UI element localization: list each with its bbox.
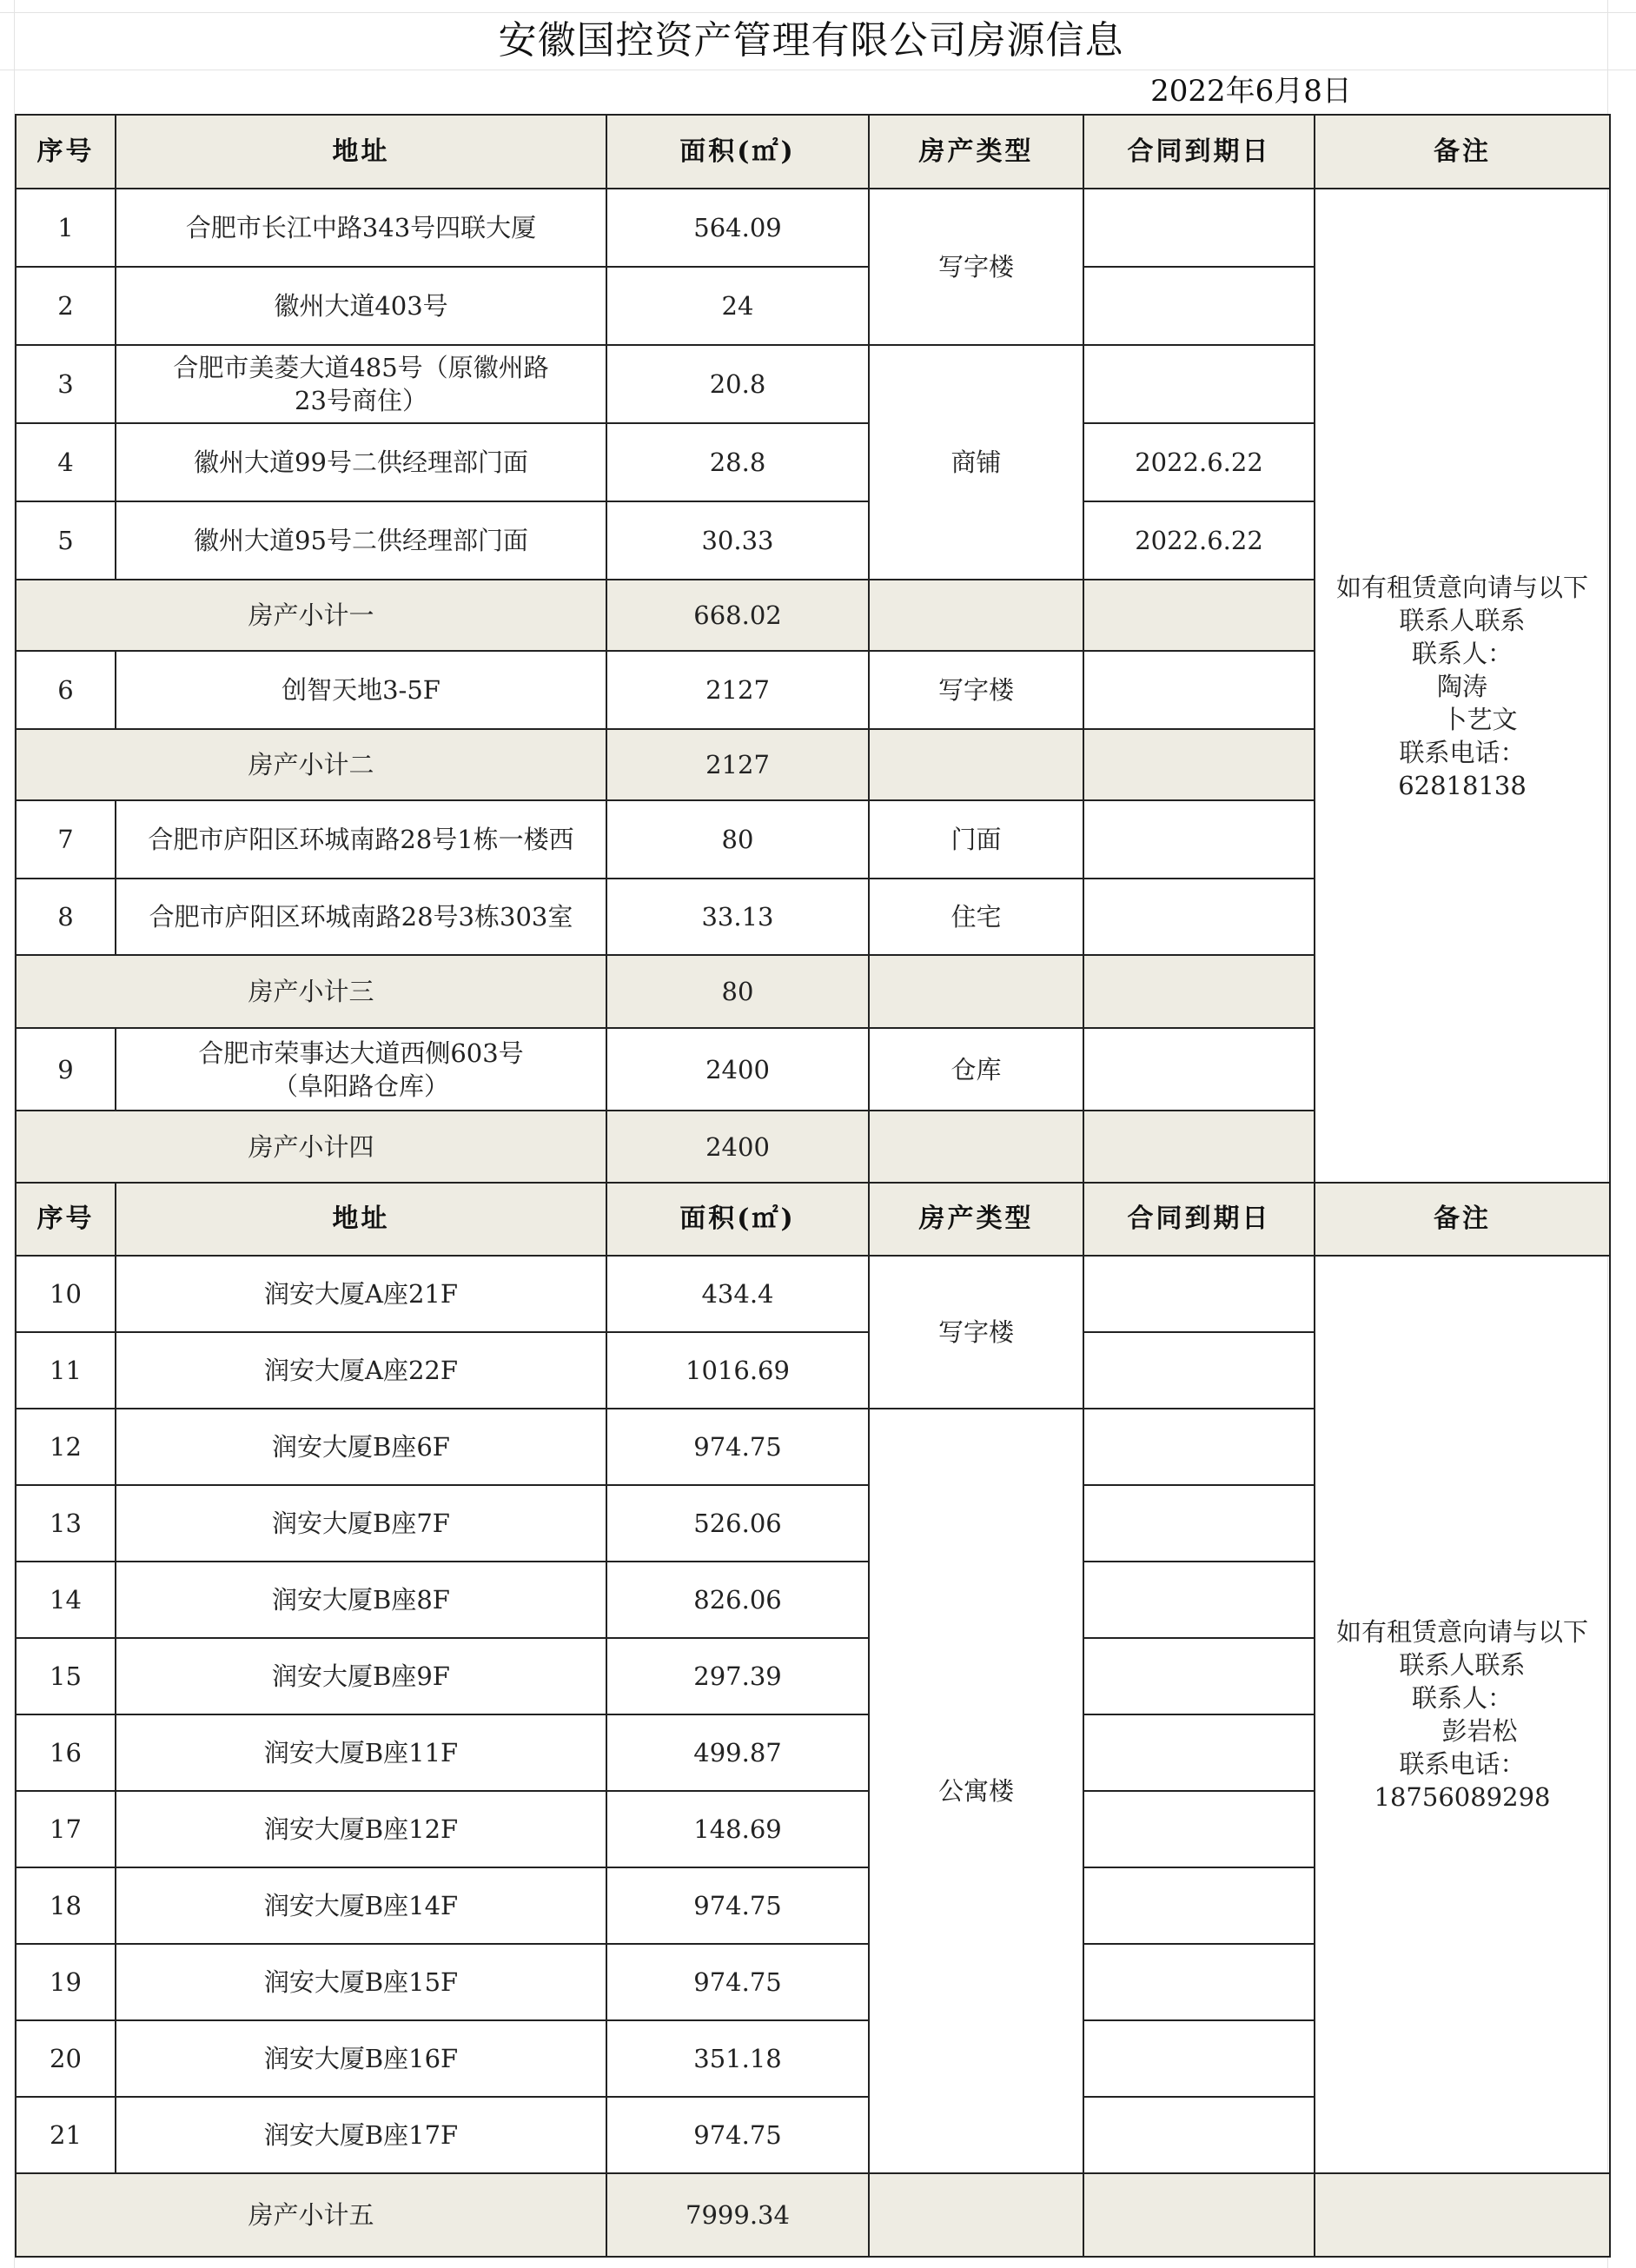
row-area: 28.8: [606, 423, 869, 501]
row-address: 润安大厦B座16F: [116, 2020, 606, 2097]
row-area: 974.75: [606, 1409, 869, 1485]
contact-note: [1315, 189, 1610, 1184]
header-note: 备注: [1315, 115, 1610, 189]
row-address: 创智天地3-5F: [116, 651, 606, 729]
row-no: 3: [16, 345, 116, 423]
row-no: 2: [16, 267, 116, 345]
header-expiry: 合同到期日: [1083, 115, 1315, 189]
row-expiry: [1083, 1638, 1315, 1714]
subtotal-label: 房产小计一: [16, 580, 606, 651]
address-line: 23号商住）: [295, 386, 427, 415]
note-line: 联系人联系: [1399, 605, 1526, 635]
contact-name: 卜艺文: [1441, 704, 1518, 734]
row-address: 润安大厦B座7F: [116, 1485, 606, 1562]
note-line: 如有租赁意向请与以下: [1335, 1617, 1588, 1647]
row-address: 润安大厦B座9F: [116, 1638, 606, 1714]
row-address: 润安大厦B座12F: [116, 1791, 606, 1867]
row-address: 合肥市庐阳区环城南路28号3栋303室: [116, 879, 606, 955]
address-line: （阜阳路仓库）: [272, 1071, 449, 1101]
row-no: 8: [16, 879, 116, 955]
row-no: 6: [16, 651, 116, 729]
row-area: 974.75: [606, 1867, 869, 1944]
row-no: 13: [16, 1485, 116, 1562]
row-address: 润安大厦B座17F: [116, 2097, 606, 2173]
row-no: 18: [16, 1867, 116, 1944]
subtotal-empty: [869, 1111, 1083, 1184]
table-header-row: [16, 115, 1610, 189]
row-no: 20: [16, 2020, 116, 2097]
row-no: 19: [16, 1944, 116, 2020]
subtotal-empty: [1315, 2173, 1610, 2257]
subtotal-value: 2400: [606, 1111, 869, 1184]
row-expiry: [1083, 879, 1315, 955]
row-area: 351.18: [606, 2020, 869, 2097]
row-address: 润安大厦B座11F: [116, 1714, 606, 1791]
row-address: 合肥市长江中路343号四联大厦: [116, 189, 606, 267]
row-address: 合肥市庐阳区环城南路28号1栋一楼西: [116, 800, 606, 879]
row-area: 526.06: [606, 1485, 869, 1562]
header-area: 面积(㎡): [606, 115, 869, 189]
subtotal-label: 房产小计二: [16, 729, 606, 800]
row-address: 徽州大道95号二供经理部门面: [116, 501, 606, 580]
subtotal-value: 80: [606, 955, 869, 1028]
row-address: [116, 1028, 606, 1111]
row-area: 20.8: [606, 345, 869, 423]
note-line: 联系电话：: [1399, 737, 1526, 767]
address-line: 合肥市荣事达大道西侧603号: [198, 1038, 524, 1068]
subtotal-empty: [1083, 729, 1315, 800]
subtotal-value: 7999.34: [606, 2173, 869, 2257]
row-no: 14: [16, 1562, 116, 1638]
row-area: 2127: [606, 651, 869, 729]
row-expiry: 2022.6.22: [1083, 423, 1315, 501]
row-address: 润安大厦A座21F: [116, 1256, 606, 1332]
contact-phone: 62818138: [1398, 770, 1527, 800]
row-address: 润安大厦B座6F: [116, 1409, 606, 1485]
row-address: [116, 345, 606, 423]
row-area: 33.13: [606, 879, 869, 955]
note-line: 联系人：: [1411, 1683, 1513, 1713]
row-expiry: [1083, 345, 1315, 423]
row-area: 2400: [606, 1028, 869, 1111]
report-date: 2022年6月8日: [1150, 74, 1352, 109]
subtotal-empty: [869, 729, 1083, 800]
subtotal-label: 房产小计五: [16, 2173, 606, 2257]
row-no: 9: [16, 1028, 116, 1111]
row-area: 564.09: [606, 189, 869, 267]
subtotal-empty: [1083, 1111, 1315, 1184]
header-no: 序号: [16, 115, 116, 189]
subtotal-empty: [1083, 955, 1315, 1028]
subtotal-empty: [869, 955, 1083, 1028]
row-no: 1: [16, 189, 116, 267]
row-expiry: [1083, 1867, 1315, 1944]
row-no: 16: [16, 1714, 116, 1791]
subtotal-empty: [869, 2173, 1083, 2257]
contact-note: [1315, 1256, 1610, 2173]
row-address: 徽州大道99号二供经理部门面: [116, 423, 606, 501]
row-area: 499.87: [606, 1714, 869, 1791]
row-expiry: [1083, 1409, 1315, 1485]
note-line: 如有租赁意向请与以下: [1335, 572, 1588, 602]
row-address: 润安大厦B座15F: [116, 1944, 606, 2020]
row-expiry: [1083, 1028, 1315, 1111]
subtotal-label: 房产小计四: [16, 1111, 606, 1184]
row-no: 21: [16, 2097, 116, 2173]
type-cell: 写字楼: [869, 189, 1083, 345]
contact-name: 彭岩松: [1441, 1716, 1518, 1746]
row-expiry: [1083, 1562, 1315, 1638]
table-row: [16, 1256, 1610, 1332]
subtotal-empty: [869, 580, 1083, 651]
subtotal-value: 668.02: [606, 580, 869, 651]
table-header-row: [16, 1183, 1610, 1256]
row-expiry: [1083, 1714, 1315, 1791]
contact-name: 陶涛: [1436, 671, 1487, 701]
row-area: 434.4: [606, 1256, 869, 1332]
row-address: 徽州大道403号: [116, 267, 606, 345]
row-expiry: [1083, 1791, 1315, 1867]
row-area: 826.06: [606, 1562, 869, 1638]
type-cell: 写字楼: [869, 651, 1083, 729]
subtotal-empty: [1083, 2173, 1315, 2257]
row-area: 974.75: [606, 1944, 869, 2020]
note-line: 联系人：: [1411, 638, 1513, 668]
row-no: 15: [16, 1638, 116, 1714]
header-no: 序号: [16, 1183, 116, 1256]
row-expiry: [1083, 1944, 1315, 2020]
type-cell: 写字楼: [869, 1256, 1083, 1409]
type-cell: 公寓楼: [869, 1409, 1083, 2173]
note-line: 联系电话：: [1399, 1749, 1526, 1779]
row-address: 润安大厦B座14F: [116, 1867, 606, 1944]
row-expiry: [1083, 267, 1315, 345]
row-expiry: [1083, 1256, 1315, 1332]
row-no: 17: [16, 1791, 116, 1867]
type-cell: 门面: [869, 800, 1083, 879]
address-line: 合肥市美菱大道485号（原徽州路: [173, 353, 549, 382]
row-expiry: [1083, 651, 1315, 729]
row-no: 12: [16, 1409, 116, 1485]
row-no: 11: [16, 1332, 116, 1409]
row-area: 974.75: [606, 2097, 869, 2173]
row-expiry: [1083, 189, 1315, 267]
row-no: 7: [16, 800, 116, 879]
header-note: 备注: [1315, 1183, 1610, 1256]
row-expiry: [1083, 2020, 1315, 2097]
header-expiry: 合同到期日: [1083, 1183, 1315, 1256]
row-area: 24: [606, 267, 869, 345]
type-cell: 仓库: [869, 1028, 1083, 1111]
row-expiry: [1083, 1332, 1315, 1409]
header-area: 面积(㎡): [606, 1183, 869, 1256]
row-expiry: [1083, 2097, 1315, 2173]
property-table-1: [15, 114, 1611, 1184]
row-no: 4: [16, 423, 116, 501]
page-title: 安徽国控资产管理有限公司房源信息: [498, 18, 1124, 63]
row-area: 80: [606, 800, 869, 879]
subtotal-empty: [1083, 580, 1315, 651]
subtotal-value: 2127: [606, 729, 869, 800]
row-expiry: [1083, 800, 1315, 879]
row-area: 297.39: [606, 1638, 869, 1714]
row-address: 润安大厦A座22F: [116, 1332, 606, 1409]
row-no: 10: [16, 1256, 116, 1332]
row-no: 5: [16, 501, 116, 580]
row-address: 润安大厦B座8F: [116, 1562, 606, 1638]
header-type: 房产类型: [869, 115, 1083, 189]
subtotal-label: 房产小计三: [16, 955, 606, 1028]
note-line: 联系人联系: [1399, 1650, 1526, 1680]
property-table-2: [15, 1182, 1611, 2258]
type-cell: 住宅: [869, 879, 1083, 955]
contact-phone: 18756089298: [1374, 1782, 1551, 1812]
table-row: [16, 189, 1610, 267]
row-expiry: 2022.6.22: [1083, 501, 1315, 580]
header-address: 地址: [116, 115, 606, 189]
header-type: 房产类型: [869, 1183, 1083, 1256]
row-expiry: [1083, 1485, 1315, 1562]
type-cell: 商铺: [869, 345, 1083, 580]
row-area: 148.69: [606, 1791, 869, 1867]
row-area: 1016.69: [606, 1332, 869, 1409]
row-area: 30.33: [606, 501, 869, 580]
header-address: 地址: [116, 1183, 606, 1256]
subtotal-row: [16, 2173, 1610, 2257]
